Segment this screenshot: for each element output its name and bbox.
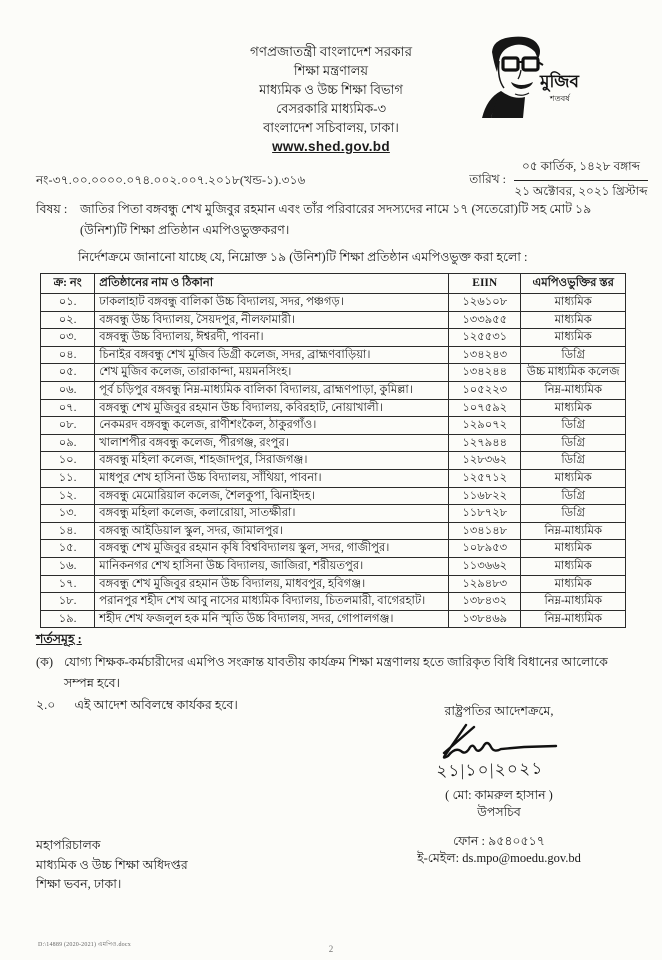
cell-serial: ১৫.: [41, 540, 95, 558]
cell-level: মাধ্যমিক: [521, 294, 626, 312]
cell-level: নিম্ন-মাধ্যমিক: [521, 522, 626, 540]
cell-serial: ০৩.: [41, 329, 95, 347]
subject-line: [36, 199, 614, 240]
cell-serial: ১৩.: [41, 505, 95, 523]
cell-institution: চিনাইর বঙ্গবন্ধু শেখ মুজিব ডিগ্রী কলেজ, সদর, ব্রাহ্মণবাড়িয়া।: [95, 346, 449, 364]
table-row: [41, 610, 626, 628]
footer-file-note: D:\14889 (2020-2021) এমপিও.docx: [38, 942, 131, 948]
cell-level: নিম্ন-মাধ্যমিক: [521, 610, 626, 628]
cell-eiin: ১১৬৮২২: [449, 487, 521, 505]
col-header-level: এমপিওভুক্তির স্তর: [521, 274, 626, 294]
order-effective-text: এই আদেশ অবিলম্বে কার্যকর হবে।: [74, 698, 238, 712]
cell-institution: শেখ মুজিব কলেজ, তারাকান্দা, ময়মনসিংহ।: [95, 364, 449, 382]
cell-serial: ০৮.: [41, 417, 95, 435]
table-row: [41, 452, 626, 470]
order-effective-number: ২.০: [36, 698, 56, 712]
cell-serial: ১৬.: [41, 557, 95, 575]
subject-text: জাতির পিতা বঙ্গবন্ধু শেখ মুজিবুর রহমান এবং তাঁর পরিবারের সদস্যদের নামে ১৭ (সতেরো)টি সহ মোট ১৯ (উনিশ)টি শিক্ষা প্রতিষ্ঠান এমপিওভুক্তকরণ।: [80, 202, 592, 237]
col-header-eiin: EIIN: [449, 274, 521, 294]
cell-institution: বঙ্গবন্ধু শেখ মুজিবুর রহমান উচ্চ বিদ্যালয়, কবিরহাট, নোয়াখালী।: [95, 399, 449, 417]
conditions-heading: শর্তসমূহ :: [36, 632, 82, 646]
mujib-portrait-sketch: [466, 34, 586, 118]
condition-ka-text: যোগ্য শিক্ষক-কর্মচারীদের এমপিও সংক্রান্ত যাবতীয় কার্যক্রম শিক্ষা মন্ত্রণালয় হতে জারিকৃত বিধি বিধানের আলোকে সম্পন্ন হবে।: [64, 655, 608, 690]
cell-serial: ০৬.: [41, 381, 95, 399]
cell-institution: ঢাকলাহাট বঙ্গবন্ধু বালিকা উচ্চ বিদ্যালয়, সদর, পঞ্চগড়।: [95, 294, 449, 312]
order-effective-line: [36, 697, 238, 717]
cell-serial: ০৯.: [41, 434, 95, 452]
cell-institution: মানিকনগর শেখ হাসিনা উচ্চ বিদ্যালয়, জাজিরা, শরীয়তপুর।: [95, 557, 449, 575]
table-row: [41, 593, 626, 611]
letterhead-government: গণপ্রজাতন্ত্রী বাংলাদেশ সরকার: [249, 44, 413, 59]
mujib-borsho-logo: [466, 34, 586, 118]
subject-label: বিষয় :: [36, 202, 68, 216]
cell-serial: ১৭.: [41, 575, 95, 593]
table-row: [41, 364, 626, 382]
cell-serial: ১২.: [41, 487, 95, 505]
cell-eiin: ১৩৮৪৩২: [449, 593, 521, 611]
cell-institution: পরানপুর শহীদ শেখ আবু নাসের মাধ্যমিক বিদ্যালয়, চিতলমারী, বাগেরহাট।: [95, 593, 449, 611]
cell-eiin: ১২৬১০৮: [449, 294, 521, 312]
addressee-title: মহাপরিচালক: [36, 838, 101, 852]
cell-institution: মাধপুর শেখ হাসিনা উচ্চ বিদ্যালয়, সাঁথিয়া, পাবনা।: [95, 469, 449, 487]
table-row: [41, 540, 626, 558]
addressee-address: শিক্ষা ভবন, ঢাকা।: [36, 877, 122, 891]
cell-eiin: ১২৯০৭২: [449, 417, 521, 435]
cell-eiin: ১০৭৫৯২: [449, 399, 521, 417]
table-row: [41, 329, 626, 347]
cell-institution: বঙ্গবন্ধু মেমোরিয়াল কলেজ, শৈলকুপা, ঝিনাইদহ।: [95, 487, 449, 505]
memo-number: নং-৩৭.০০.০০০০.০৭৪.০০২.০০৭.২০১৮(খন্ড-১).৩১৬: [36, 173, 306, 187]
addressee-directorate: মাধ্যমিক ও উচ্চ শিক্ষা অধিদপ্তর: [36, 857, 188, 872]
table-row: [41, 505, 626, 523]
table-body: [41, 294, 626, 628]
col-header-institution: প্রতিষ্ঠানের নাম ও ঠিকানা: [95, 274, 449, 294]
cell-serial: ১৪.: [41, 522, 95, 540]
letterhead-ministry: শিক্ষা মন্ত্রণালয়: [293, 63, 369, 78]
cell-eiin: ১২৮৩৬২: [449, 452, 521, 470]
letterhead-address: বাংলাদেশ সচিবালয়, ঢাকা।: [263, 120, 399, 135]
cell-institution: খালাশপীর বঙ্গবন্ধু কলেজ, পীরগঞ্জ, রংপুর।: [95, 434, 449, 452]
cell-eiin: ১১৩৬৬২: [449, 557, 521, 575]
cell-level: ডিগ্রি: [521, 487, 626, 505]
table-row: [41, 346, 626, 364]
email-address: ই-মেইল: ds.mpo@moedu.gov.bd: [417, 851, 581, 865]
cell-serial: ০২.: [41, 311, 95, 329]
cell-level: নিম্ন-মাধ্যমিক: [521, 593, 626, 611]
intro-paragraph: নির্দেশক্রমে জানানো যাচ্ছে যে, নিম্নোক্ত ১৯ (উনিশ)টি শিক্ষা প্রতিষ্ঠান এমপিওভুক্ত করা হলো :: [78, 250, 528, 264]
cell-level: ডিগ্রি: [521, 346, 626, 364]
president-order-text: রাষ্ট্রপতির আদেশক্রমে,: [444, 704, 554, 718]
cell-level: ডিগ্রি: [521, 417, 626, 435]
table-row: [41, 487, 626, 505]
logo-text-mujib: মুজিব: [540, 72, 579, 91]
page-number: 2: [328, 944, 334, 954]
mpo-institution-table: [40, 273, 626, 628]
cell-level: উচ্চ মাধ্যমিক কলেজ: [521, 364, 626, 382]
signature-block: [368, 703, 630, 867]
condition-ka-label: (ক): [36, 655, 54, 669]
cell-level: মাধ্যমিক: [521, 311, 626, 329]
table-row: [41, 575, 626, 593]
cell-level: মাধ্যমিক: [521, 469, 626, 487]
cell-serial: ০৪.: [41, 346, 95, 364]
date-label: তারিখ :: [469, 171, 506, 186]
cell-serial: ০৫.: [41, 364, 95, 382]
date-stack: [514, 158, 648, 203]
table-row: [41, 417, 626, 435]
phone-number: ফোন : ৯৫৪০৫১৭: [453, 834, 545, 848]
cell-serial: ১১.: [41, 469, 95, 487]
cell-eiin: ১২৭৯৪৪: [449, 434, 521, 452]
website-url: www.shed.gov.bd: [272, 139, 390, 154]
addressee-block: [36, 836, 188, 895]
cell-institution: বঙ্গবন্ধু মহিলা কলেজ, শাহজাদপুর, সিরাজগঞ্জ।: [95, 452, 449, 470]
cell-level: ডিগ্রি: [521, 434, 626, 452]
cell-eiin: ১৩৪২৪৪: [449, 364, 521, 382]
signatory-name: ( মো: কামরুল হাসান ): [445, 788, 553, 802]
date-gregorian: ২১ অক্টোবর, ২০২১ খ্রিস্টাব্দ: [514, 184, 648, 198]
cell-level: মাধ্যমিক: [521, 540, 626, 558]
cell-level: মাধ্যমিক: [521, 329, 626, 347]
cell-institution: শহীদ শেখ ফজলুল হক মনি স্মৃতি উচ্চ বিদ্যালয়, সদর, গোপালগঞ্জ।: [95, 610, 449, 628]
cell-institution: বঙ্গবন্ধু মহিলা কলেজ, কলারোয়া, সাতক্ষীরা।: [95, 505, 449, 523]
cell-institution: বঙ্গবন্ধু উচ্চ বিদ্যালয়, ঈশ্বরদী, পাবনা।: [95, 329, 449, 347]
cell-eiin: ১২৫৭১২: [449, 469, 521, 487]
table-row: [41, 311, 626, 329]
cell-institution: বঙ্গবন্ধু উচ্চ বিদ্যালয়, সৈয়দপুর, নীলফামারী।: [95, 311, 449, 329]
signatory-designation: উপসচিব: [477, 805, 521, 819]
letterhead-division: মাধ্যমিক ও উচ্চ শিক্ষা বিভাগ: [259, 82, 403, 97]
cell-eiin: ১৩৪২৪৩: [449, 346, 521, 364]
cell-level: ডিগ্রি: [521, 505, 626, 523]
date-bangla: ০৫ কার্তিক, ১৪২৮ বঙ্গাব্দ: [514, 158, 648, 181]
cell-institution: বঙ্গবন্ধু আইডিয়াল স্কুল, সদর, জামালপুর।: [95, 522, 449, 540]
cell-serial: ০১.: [41, 294, 95, 312]
cell-level: নিম্ন-মাধ্যমিক: [521, 381, 626, 399]
cell-eiin: ১৩৪১৪৮: [449, 522, 521, 540]
table-row: [41, 469, 626, 487]
letterhead-section: বেসরকারি মাধ্যমিক-৩: [275, 101, 387, 116]
cell-eiin: ১১৮৭২৮: [449, 505, 521, 523]
cell-level: ডিগ্রি: [521, 452, 626, 470]
cell-level: মাধ্যমিক: [521, 575, 626, 593]
cell-institution: পূর্ব চড়িপুর বঙ্গবন্ধু নিম্ন-মাধ্যমিক বালিকা বিদ্যালয়, ব্রাহ্মণপাড়া, কুমিল্লা।: [95, 381, 449, 399]
cell-level: মাধ্যমিক: [521, 399, 626, 417]
table-row: [41, 434, 626, 452]
logo-text-borsho: শতবর্ষ: [550, 94, 570, 103]
cell-institution: বঙ্গবন্ধু শেখ মুজিবুর রহমান কৃষি বিশ্ববিদ্যালয় স্কুল, সদর, গাজীপুর।: [95, 540, 449, 558]
cell-institution: বঙ্গবন্ধু শেখ মুজিবুর রহমান উচ্চ বিদ্যালয়, মাধবপুর, হবিগঞ্জ।: [95, 575, 449, 593]
table-row: [41, 294, 626, 312]
cell-eiin: ১০৫২২৩: [449, 381, 521, 399]
cell-serial: ১৯.: [41, 610, 95, 628]
handwritten-date: ২১|১০|২০২১: [436, 758, 544, 781]
cell-serial: ১০.: [41, 452, 95, 470]
cell-eiin: ১০৮৯৫৩: [449, 540, 521, 558]
date-block: [469, 158, 648, 203]
cell-eiin: ১৩৩৯৫৫: [449, 311, 521, 329]
table-header-row: [41, 274, 626, 294]
cell-institution: নেকমরদ বঙ্গবন্ধু কলেজ, রাণীশংকৈল, ঠাকুরগাঁও।: [95, 417, 449, 435]
table-row: [41, 381, 626, 399]
condition-item-ka: [36, 652, 618, 693]
col-header-serial: ক্র: নং: [41, 274, 95, 294]
cell-eiin: ১২৯৪৮৩: [449, 575, 521, 593]
table-row: [41, 557, 626, 575]
cell-eiin: ১২৫৫৩১: [449, 329, 521, 347]
cell-level: মাধ্যমিক: [521, 557, 626, 575]
cell-serial: ১৮.: [41, 593, 95, 611]
table-row: [41, 399, 626, 417]
cell-eiin: ১৩৮৪৬৯: [449, 610, 521, 628]
cell-serial: ০৭.: [41, 399, 95, 417]
table-row: [41, 522, 626, 540]
